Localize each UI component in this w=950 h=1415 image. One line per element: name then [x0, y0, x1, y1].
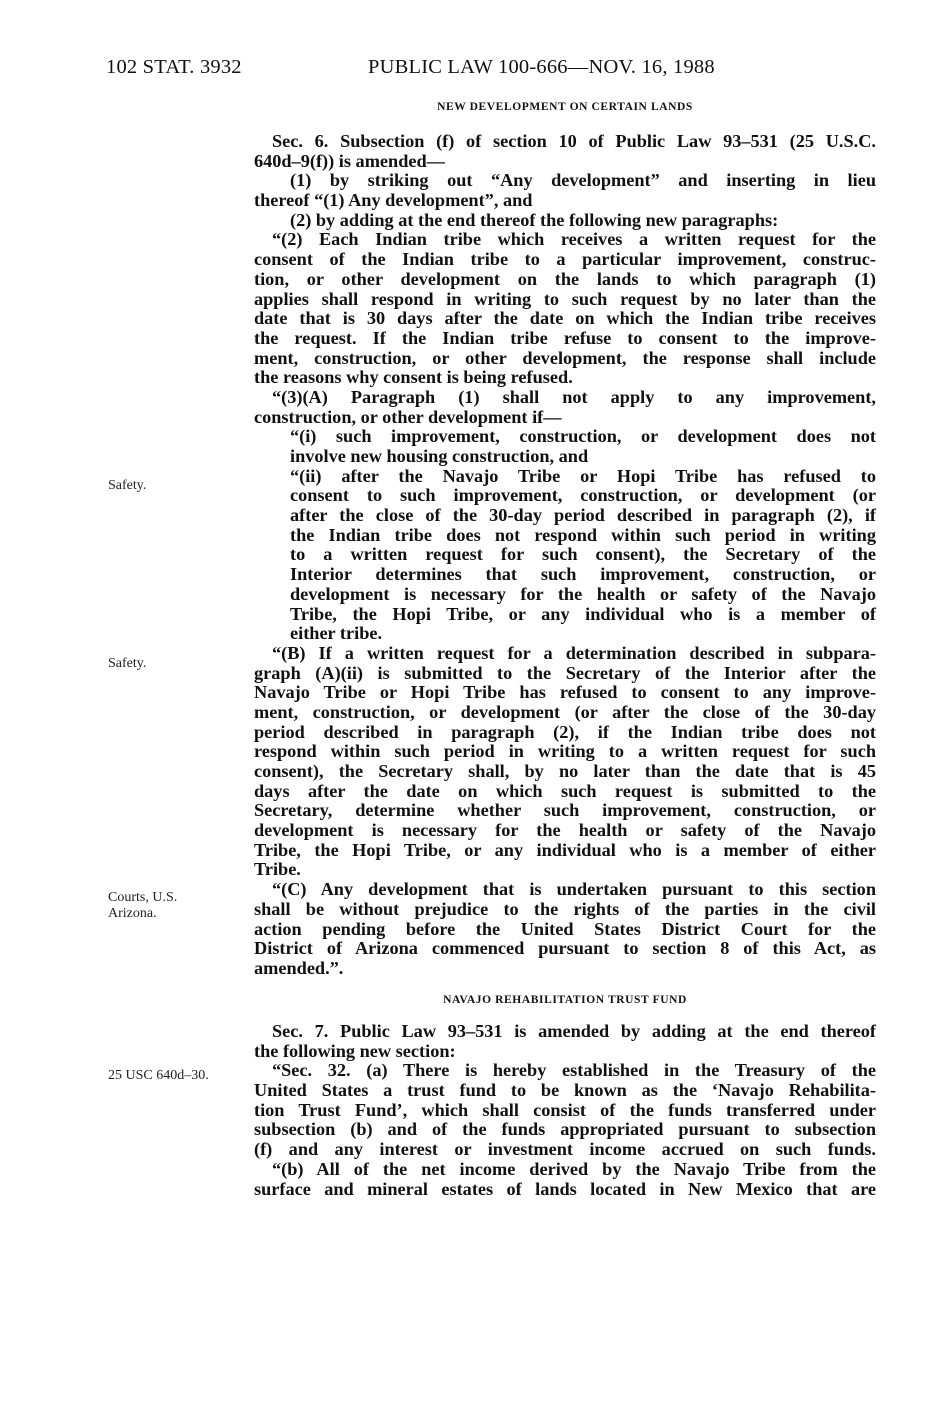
text-line: tion Trust Fund’, which shall consist of the funds transferred under — [254, 1099, 876, 1120]
section-6-heading: NEW DEVELOPMENT ON CERTAIN LANDS — [437, 101, 693, 113]
text-line: amended.”. — [254, 957, 344, 978]
text-line: construction, or other development if— — [254, 406, 562, 427]
text-line: (f) and any interest or investment income accrued on such funds. — [254, 1139, 876, 1160]
text-line: Interior determines that such improvement, construction, or — [290, 564, 876, 585]
text-line: the following new section: — [254, 1040, 456, 1061]
text-line: Tribe. — [254, 859, 301, 880]
text-line: Navajo Tribe or Hopi Tribe has refused to consent to any improve- — [254, 682, 876, 703]
margin-note-safety-1: Safety. — [108, 478, 147, 493]
text-line: United States a trust fund to be known as the ‘Navajo Rehabilita- — [254, 1080, 876, 1101]
text-line: “(B) If a written request for a determination described in subpara- — [272, 642, 876, 663]
text-line: Secretary, determine whether such improvement, construction, or — [254, 800, 876, 821]
text-line: consent of the Indian tribe to a particular improvement, construc- — [254, 249, 876, 270]
text-line: “(b) All of the net income derived by the Navajo Tribe from the — [272, 1158, 876, 1179]
margin-note-usc-reference: 25 USC 640d–30. — [108, 1068, 209, 1083]
law-title: PUBLIC LAW 100-666—NOV. 16, 1988 — [368, 56, 715, 78]
text-line: “(i) such improvement, construction, or development does not — [290, 426, 876, 447]
text-line: the request. If the Indian tribe refuse to consent to the improve- — [254, 327, 876, 348]
text-line: 640d–9(f)) is amended— — [254, 150, 445, 171]
text-line: applies shall respond in writing to such request by no later than the — [254, 288, 876, 309]
text-line: consent to such improvement, construction, or development (or — [290, 485, 876, 506]
text-line: consent), the Secretary shall, by no later than the date that is 45 — [254, 761, 876, 781]
text-line: ment, construction, or development (or after the close of the 30-day — [254, 701, 876, 722]
text-line: Sec. 7. Public Law 93–531 is amended by adding at the end thereof — [272, 1021, 876, 1041]
text-line: “(ii) after the Navajo Tribe or Hopi Tribe has refused to — [290, 465, 876, 486]
margin-note-courts-line-1: Courts, U.S. — [108, 890, 178, 905]
text-line: respond within such period in writing to a written request for such — [254, 741, 876, 762]
text-line: development is necessary for the health or safety of the Navajo — [254, 820, 876, 841]
text-line: days after the date on which such request is submitted to the — [254, 780, 876, 801]
text-line: period described in paragraph (2), if the Indian tribe does not — [254, 721, 876, 742]
text-line: subsection (b) and of the funds appropriated pursuant to subsection — [254, 1119, 876, 1140]
text-line: (1) by striking out “Any development” and inserting in lieu — [290, 170, 876, 191]
margin-note-courts-line-2: Arizona. — [108, 906, 157, 921]
section-7-body — [254, 1022, 876, 1199]
text-line: (2) by adding at the end thereof the following new paragraphs: — [290, 209, 779, 230]
text-line: Tribe, the Hopi Tribe, or any individual who is a member of — [290, 603, 876, 624]
text-line: Sec. 6. Subsection (f) of section 10 of Public Law 93–531 (25 U.S.C. — [272, 131, 876, 151]
text-line: thereof “(1) Any development”, and — [254, 190, 533, 211]
margin-note-safety-2: Safety. — [108, 656, 147, 671]
text-line: after the close of the 30-day period described in paragraph (2), if — [290, 505, 876, 526]
text-line: involve new housing construction, and — [290, 446, 589, 466]
text-line: “(C) Any development that is undertaken pursuant to this section — [272, 879, 876, 900]
text-line: graph (A)(ii) is submitted to the Secretary of the Interior after the — [254, 662, 876, 683]
text-line: ment, construction, or other development, the response shall include — [254, 347, 876, 368]
text-line: either tribe. — [290, 623, 383, 644]
statute-reference: 102 STAT. 3932 — [106, 56, 242, 78]
text-line: Tribe, the Hopi Tribe, or any individual who is a member of either — [254, 839, 876, 860]
text-line: the reasons why consent is being refused. — [254, 367, 573, 388]
text-line: shall be without prejudice to the rights of the parties in the civil — [254, 898, 876, 919]
text-line: development is necessary for the health or safety of the Navajo — [290, 583, 876, 604]
text-line: “Sec. 32. (a) There is hereby established in the Treasury of the — [272, 1060, 876, 1081]
text-line: District of Arizona commenced pursuant to section 8 of this Act, as — [254, 938, 876, 959]
text-line: action pending before the United States District Court for the — [254, 918, 876, 939]
text-line: “(3)(A) Paragraph (1) shall not apply to any improvement, — [272, 386, 876, 407]
text-line: surface and mineral estates of lands located in New Mexico that are — [254, 1178, 876, 1199]
section-6-body — [254, 132, 876, 979]
text-line: the Indian tribe does not respond within such period in writing — [290, 524, 876, 545]
text-line: date that is 30 days after the date on which the Indian tribe receives — [254, 308, 876, 329]
section-7-heading: NAVAJO REHABILITATION TRUST FUND — [443, 994, 687, 1006]
text-line: to a written request for such consent), the Secretary of the — [290, 544, 876, 565]
text-line: tion, or other development on the lands to which paragraph (1) — [254, 268, 876, 289]
text-line: “(2) Each Indian tribe which receives a written request for the — [272, 229, 876, 250]
margin-note-courts — [108, 890, 177, 922]
